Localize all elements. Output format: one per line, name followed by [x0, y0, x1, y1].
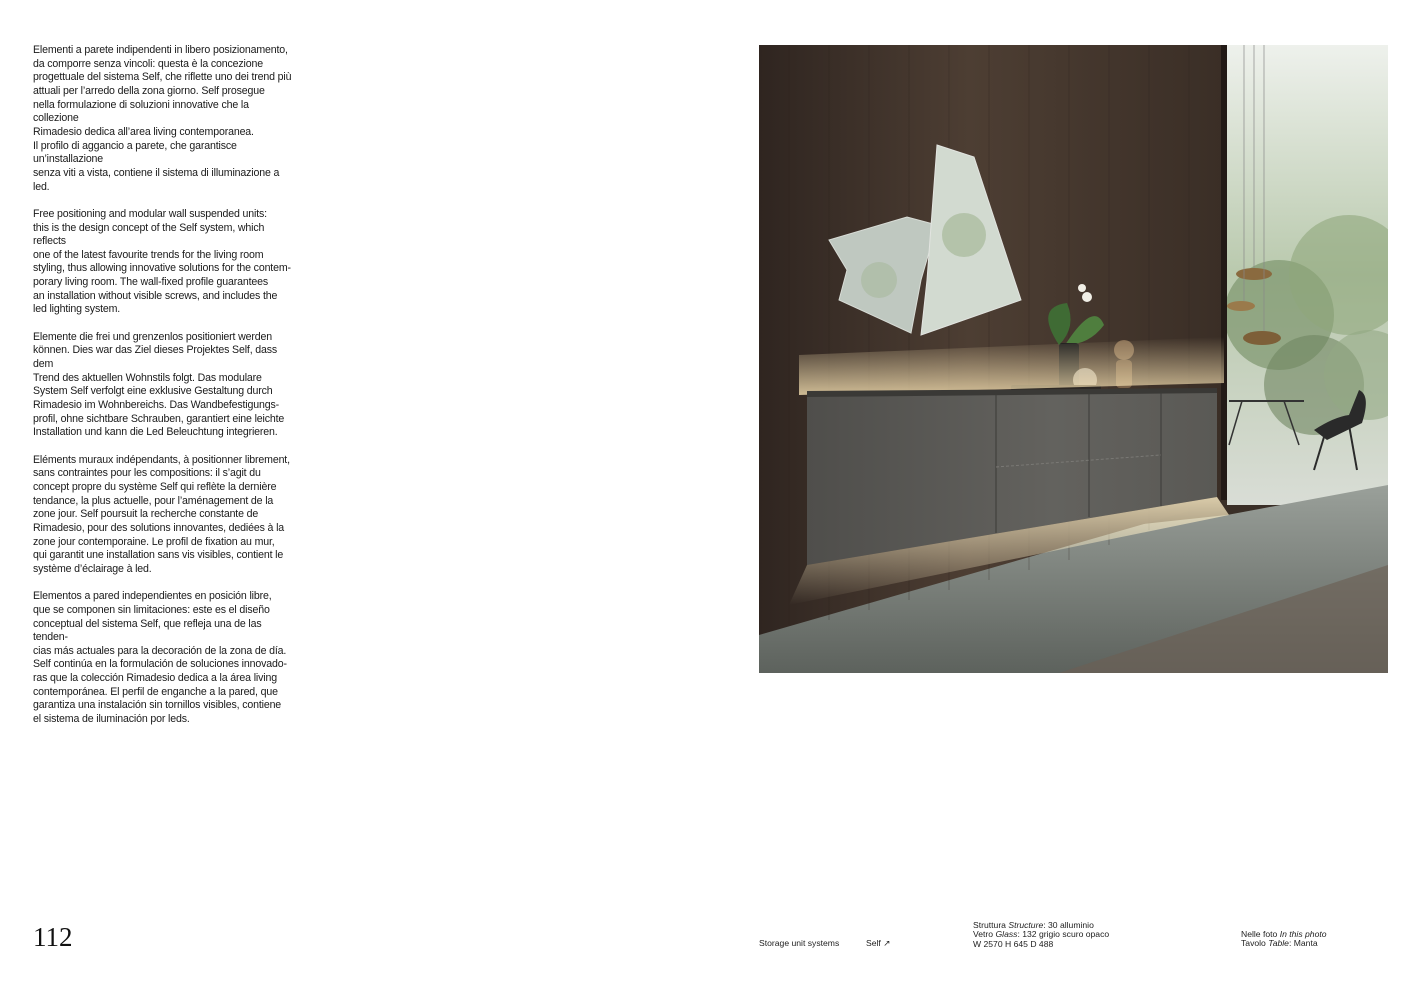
spec-dimensions: W 2570 H 645 D 488 — [973, 938, 1054, 949]
caption-in-photo: Nelle foto In this photo — [1241, 929, 1327, 939]
paragraph-spanish: Elementos a pared independientes en posición libre, que se componen sin limitaciones: este es el diseño conceptual del sistema Self, que refleja una de las tenden- cias más actuales para la decoración de la zona de día. Self continúa en la formulación de soluciones innovado- ras que la colección Rimadesio dedica a la área living contemporánea. El perfil de enganche a la pared, que garantiza una instalación sin tornillos visibles, contiene el sistema de iluminación por leds. — [33, 590, 287, 726]
paragraph-italian: Elementi a parete indipendenti in libero posizionamento, da comporre senza vincoli: questa è la concezione progettuale del sistema Self, che riflette uno dei trend più attuali per l’arredo della zona giorno. Self prosegue nella formulazione di soluzioni innovative che la collezione Rimadesio dedica all’area living contemporanea. Il profilo di aggancio a parete, che garantisce un’installazione senza viti a vista, contiene il sistema di illuminazione a led. — [33, 44, 292, 193]
spec-structure: Struttura Structure: 30 alluminio — [973, 920, 1094, 930]
footer-product-link[interactable]: Self ↗ — [866, 938, 891, 948]
paragraph-german: Elemente die frei und grenzenlos positioniert werden können. Dies war das Ziel dieses Projektes Self, dass dem Trend des aktuellen Wohnstils folgt. Das modulare System Self verfolgt eine exklusive Gestaltung durch Rimadesio im Wohnbereichs. Das Wandbefestigungs- profil, ohne sichtbare Schrauben, garantiert eine leichte Installation und kann die Led Beleuchtung integrieren. — [33, 330, 285, 439]
living-room-illustration — [759, 45, 1388, 673]
product-photo — [759, 45, 1388, 673]
body-text-column — [33, 44, 295, 740]
footer-photo-caption — [1241, 930, 1327, 949]
paragraph-english: Free positioning and modular wall suspended units: this is the design concept of the Self system, which reflects one of the latest favourite trends for the living room styling, thus allowing innovative solutions for the contem- porary living room. The wall-fixed profile guarantees an installation without visible screws, and includes the led lighting system. — [33, 207, 291, 316]
footer-specs — [973, 921, 1109, 949]
caption-table: Tavolo Table: Manta — [1241, 938, 1318, 949]
page-number: 112 — [33, 922, 73, 952]
footer-category: Storage unit systems — [759, 938, 840, 948]
spec-glass: Vetro Glass: 132 grigio scuro opaco — [973, 929, 1110, 940]
paragraph-french: Eléments muraux indépendants, à positionner librement, sans contraintes pour les compositions: il s’agit du concept propre du système Self qui reflète la dernière tendance, la plus actuelle, pour l’aménagement de la zone jour. Self poursuit la recherche constante de Rimadesio, pour des solutions innovantes, dediées à la zone jour contemporaine. Le profil de fixation au mur, qui garantit une installation sans vis visibles, contient le système d’éclairage à led. — [33, 453, 290, 575]
